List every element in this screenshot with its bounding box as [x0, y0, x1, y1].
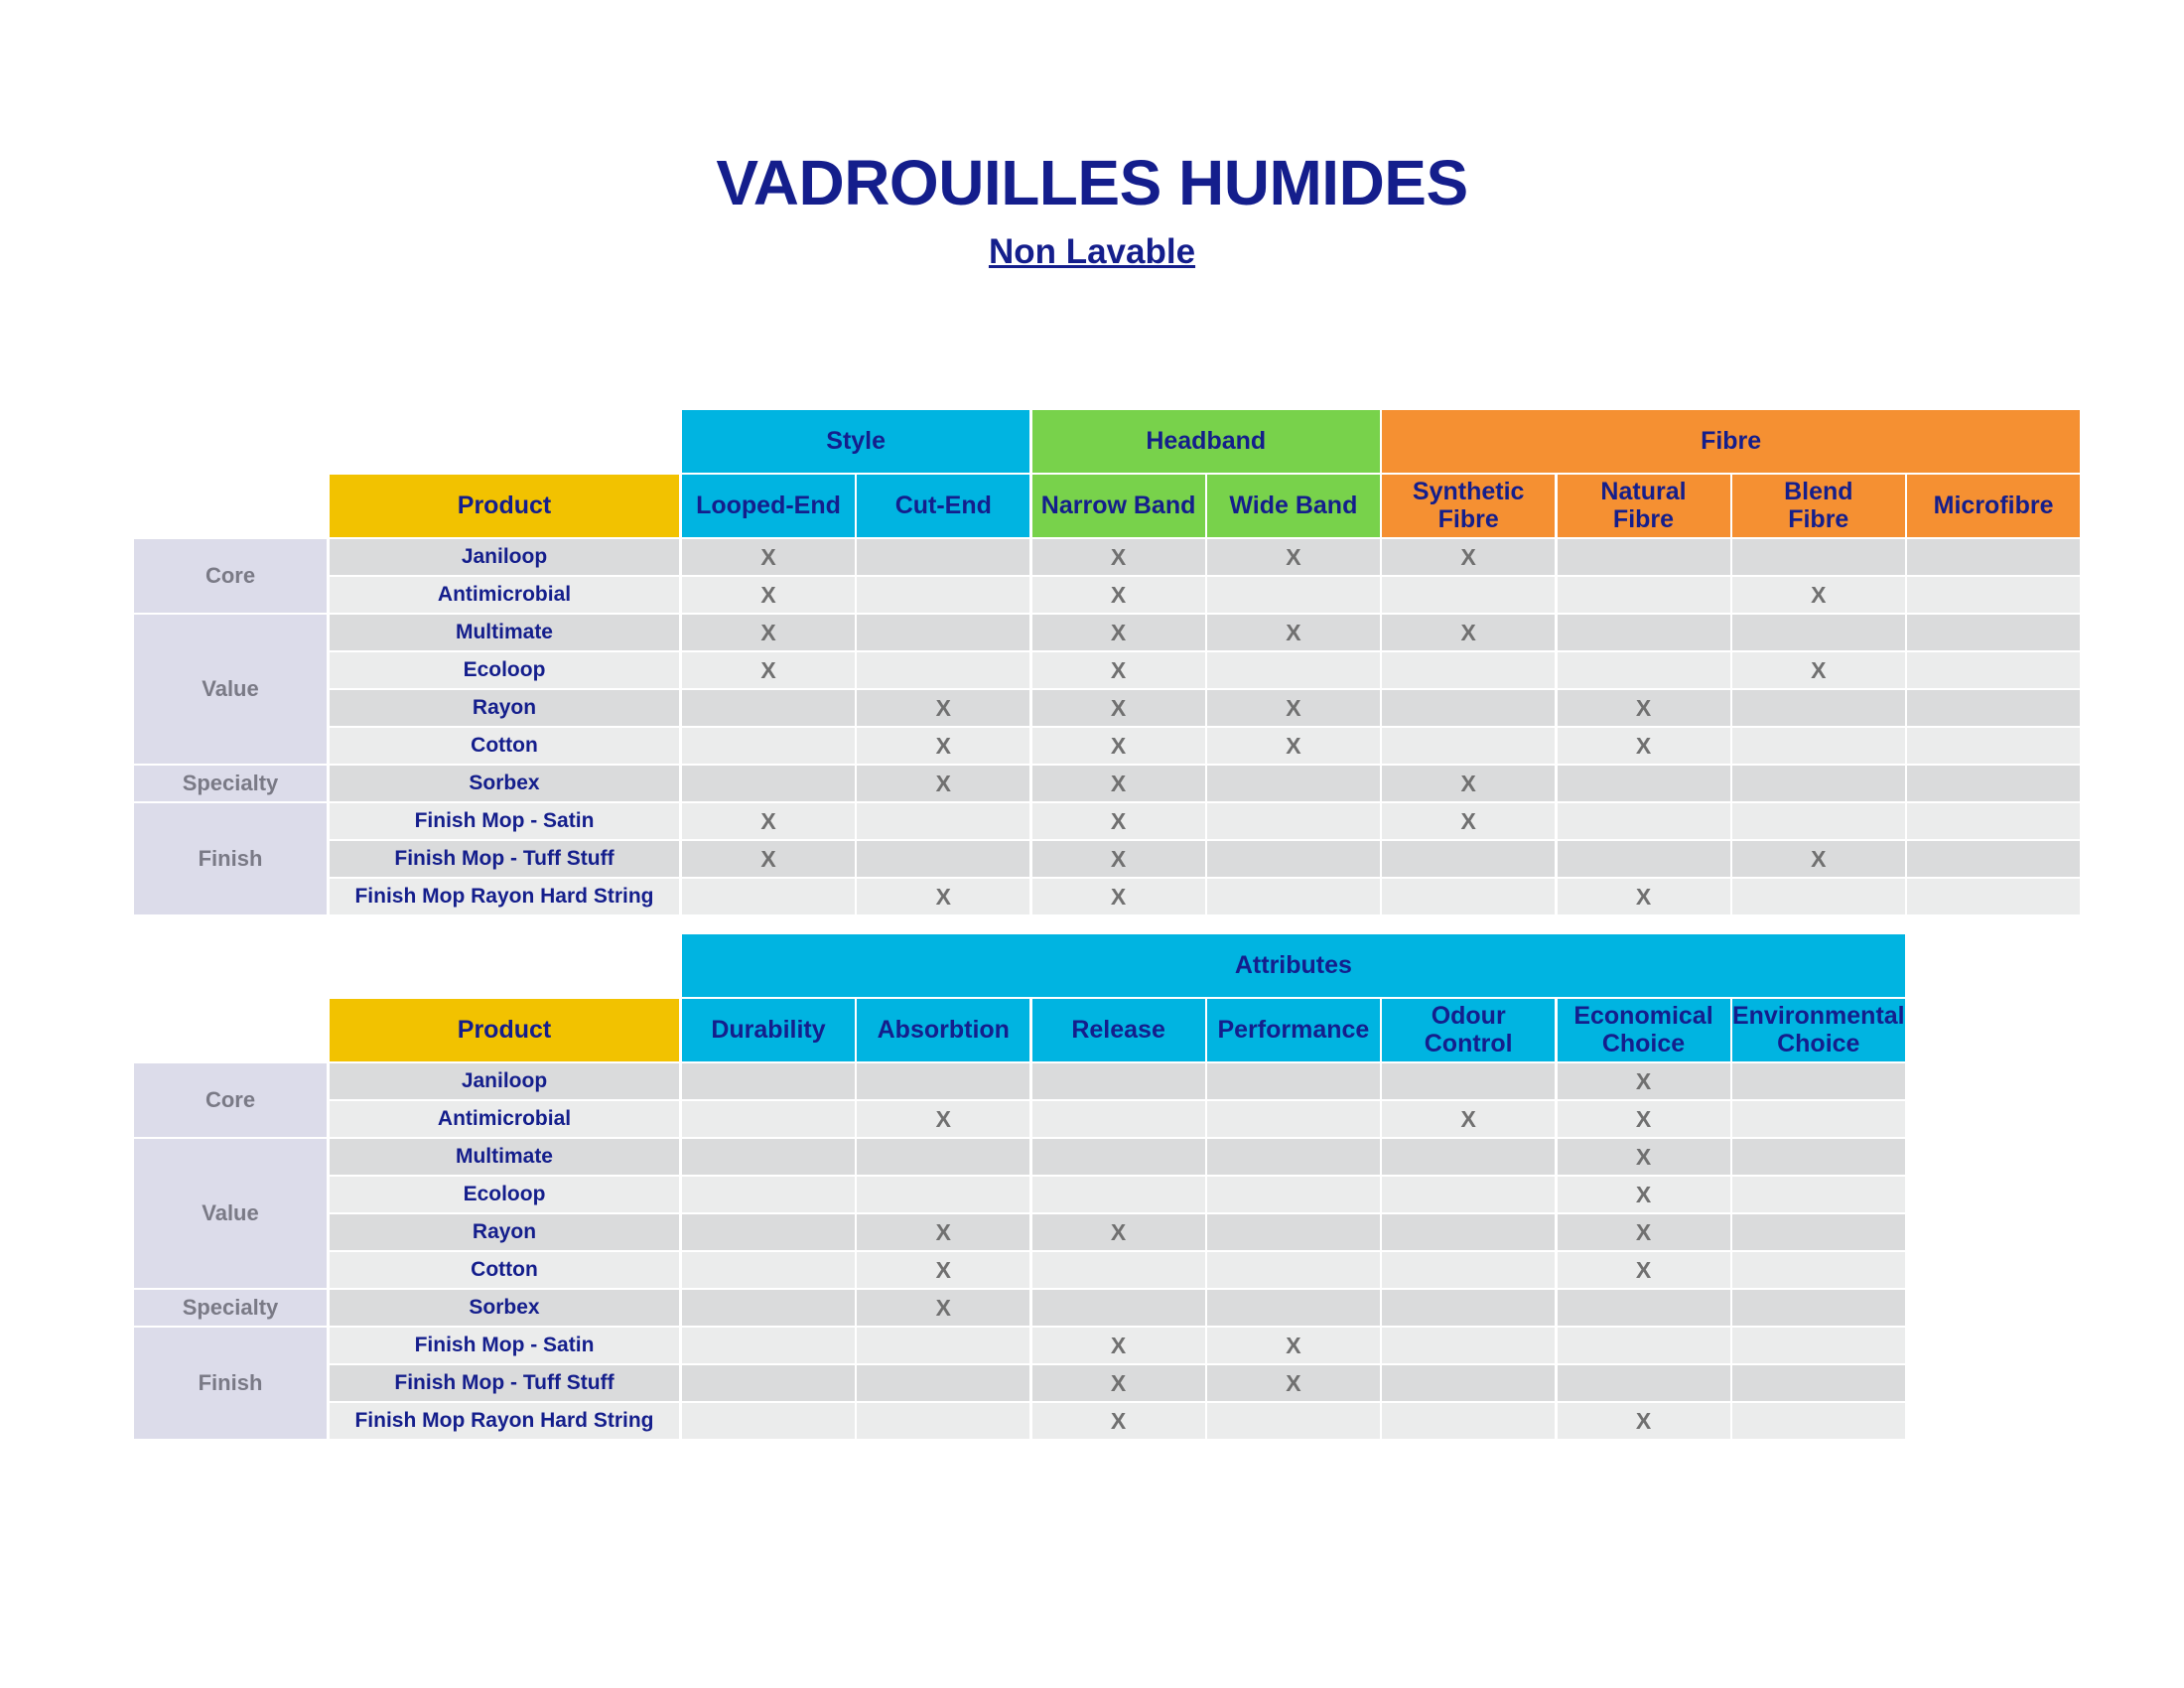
- product-name: Antimicrobial: [330, 577, 679, 613]
- group-header-headband: Headband: [1032, 410, 1380, 473]
- matrix-cell: [1732, 1328, 1905, 1363]
- product-name: Antimicrobial: [330, 1101, 679, 1137]
- matrix-cell: [1032, 1139, 1205, 1175]
- matrix-cell: [1732, 1252, 1905, 1288]
- matrix-cell: X: [1032, 615, 1205, 650]
- matrix-cell: [1382, 1139, 1555, 1175]
- matrix-cell: X: [857, 1252, 1029, 1288]
- matrix-cell: X: [1558, 1063, 1730, 1099]
- matrix-cell: X: [1032, 1403, 1205, 1439]
- page-title: VADROUILLES HUMIDES: [716, 147, 1468, 218]
- product-name: Ecoloop: [330, 1177, 679, 1212]
- column-header-economical-choice: Economical Choice: [1558, 999, 1730, 1061]
- column-header-release: Release: [1032, 999, 1205, 1061]
- product-header: Product: [330, 999, 679, 1061]
- column-header-environmental-choice: Environmental Choice: [1732, 999, 1905, 1061]
- matrix-cell: X: [1558, 879, 1730, 914]
- column-header-durability: Durability: [682, 999, 855, 1061]
- matrix-cell: [1732, 1063, 1905, 1099]
- page-subtitle: Non Lavable: [988, 232, 1196, 271]
- matrix-cell: X: [1207, 1328, 1380, 1363]
- matrix-cell: [1382, 1214, 1555, 1250]
- column-header-wide-band: Wide Band: [1207, 475, 1380, 537]
- matrix-cell: [682, 1328, 855, 1363]
- matrix-cell: [1207, 1063, 1380, 1099]
- matrix-cell: X: [1032, 766, 1205, 801]
- product-name: Finish Mop Rayon Hard String: [330, 879, 679, 914]
- matrix-cell: X: [1382, 615, 1555, 650]
- category-core: Core: [134, 1063, 327, 1137]
- matrix-cell: X: [857, 1101, 1029, 1137]
- matrix-cell: [857, 1328, 1029, 1363]
- product-name: Multimate: [330, 615, 679, 650]
- category-finish: Finish: [134, 803, 327, 914]
- matrix-cell: [1032, 1252, 1205, 1288]
- matrix-cell: X: [682, 803, 855, 839]
- matrix-cell: [1732, 1101, 1905, 1137]
- matrix-cell: [1032, 1063, 1205, 1099]
- matrix-cell: [1207, 1177, 1380, 1212]
- matrix-cell: [857, 1177, 1029, 1212]
- group-header-fibre: Fibre: [1382, 410, 2080, 473]
- matrix-cell: [857, 1403, 1029, 1439]
- matrix-cell: [1032, 1177, 1205, 1212]
- matrix-cell: [1207, 1290, 1380, 1326]
- matrix-cell: [1732, 1365, 1905, 1401]
- matrix-cell: [1732, 1214, 1905, 1250]
- matrix-cell: X: [1032, 841, 1205, 877]
- matrix-cell: X: [1032, 803, 1205, 839]
- matrix-cell: X: [1032, 728, 1205, 764]
- matrix-cell: X: [682, 615, 855, 650]
- matrix-cell: [1382, 1177, 1555, 1212]
- product-name: Sorbex: [330, 766, 679, 801]
- matrix-cell: X: [682, 841, 855, 877]
- matrix-cell: [1207, 1214, 1380, 1250]
- matrix-cell: X: [1558, 728, 1730, 764]
- matrix-cell: [1558, 1365, 1730, 1401]
- product-name: Rayon: [330, 690, 679, 726]
- matrix-cell: X: [1032, 1365, 1205, 1401]
- matrix-cell: [682, 1177, 855, 1212]
- product-name: Finish Mop - Tuff Stuff: [330, 1365, 679, 1401]
- matrix-cell: X: [1382, 1101, 1555, 1137]
- product-name: Finish Mop - Satin: [330, 803, 679, 839]
- product-name: Finish Mop - Tuff Stuff: [330, 841, 679, 877]
- column-header-blend-fibre: Blend Fibre: [1732, 475, 1905, 537]
- product-header: Product: [330, 475, 679, 537]
- column-header-odour-control: Odour Control: [1382, 999, 1555, 1061]
- matrix-cell: X: [1558, 1139, 1730, 1175]
- matrix-cell: [1558, 1290, 1730, 1326]
- matrix-cell: [1382, 1328, 1555, 1363]
- product-name: Sorbex: [330, 1290, 679, 1326]
- matrix-cell: X: [682, 652, 855, 688]
- matrix-cell: [1207, 1252, 1380, 1288]
- product-name: Rayon: [330, 1214, 679, 1250]
- product-name: Multimate: [330, 1139, 679, 1175]
- matrix-cell: X: [857, 879, 1029, 914]
- category-value: Value: [134, 1139, 327, 1288]
- matrix-cell: X: [857, 766, 1029, 801]
- column-header-synthetic-fibre: Synthetic Fibre: [1382, 475, 1555, 537]
- matrix-cell: [682, 1365, 855, 1401]
- matrix-cell: [1382, 1063, 1555, 1099]
- matrix-cell: [682, 1063, 855, 1099]
- matrix-cell: [1032, 1101, 1205, 1137]
- matrix-cell: X: [682, 577, 855, 613]
- matrix-cell: X: [1032, 879, 1205, 914]
- matrix-cell: X: [1732, 577, 1905, 613]
- matrix-cell: X: [1032, 652, 1205, 688]
- matrix-cell: X: [1207, 539, 1380, 575]
- matrix-cell: [1732, 1177, 1905, 1212]
- matrix-cell: [1732, 1403, 1905, 1439]
- column-header-cut-end: Cut-End: [857, 475, 1029, 537]
- matrix-cell: X: [1558, 1403, 1730, 1439]
- matrix-cell: X: [1558, 1214, 1730, 1250]
- matrix-cell: [682, 1290, 855, 1326]
- category-value: Value: [134, 615, 327, 764]
- matrix-cell: X: [1558, 690, 1730, 726]
- matrix-cell: X: [1382, 766, 1555, 801]
- matrix-cell: [1032, 1290, 1205, 1326]
- matrix-cell: X: [1032, 539, 1205, 575]
- product-name: Ecoloop: [330, 652, 679, 688]
- matrix-cell: X: [1207, 728, 1380, 764]
- product-name: Cotton: [330, 728, 679, 764]
- matrix-cell: [682, 1139, 855, 1175]
- column-header-microfibre: Microfibre: [1907, 475, 2080, 537]
- matrix-cell: X: [1207, 690, 1380, 726]
- category-specialty: Specialty: [134, 1290, 327, 1326]
- product-name: Janiloop: [330, 539, 679, 575]
- column-header-absorbtion: Absorbtion: [857, 999, 1029, 1061]
- matrix-cell: [1732, 1139, 1905, 1175]
- matrix-cell: X: [1732, 652, 1905, 688]
- matrix-cell: [1207, 1101, 1380, 1137]
- matrix-cell: X: [857, 1214, 1029, 1250]
- category-core: Core: [134, 539, 327, 613]
- matrix-cell: [1558, 1328, 1730, 1363]
- matrix-cell: X: [1558, 1101, 1730, 1137]
- matrix-cell: X: [1558, 1252, 1730, 1288]
- matrix-cell: [1207, 1403, 1380, 1439]
- matrix-cell: X: [1382, 539, 1555, 575]
- matrix-cell: X: [1032, 1328, 1205, 1363]
- group-header-style: Style: [682, 410, 1029, 473]
- matrix-cell: X: [1032, 690, 1205, 726]
- matrix-cell: [857, 1063, 1029, 1099]
- product-name: Cotton: [330, 1252, 679, 1288]
- category-finish: Finish: [134, 1328, 327, 1439]
- matrix-cell: X: [1382, 803, 1555, 839]
- matrix-cell: X: [1207, 1365, 1380, 1401]
- matrix-cell: X: [1732, 841, 1905, 877]
- matrix-cell: [682, 1252, 855, 1288]
- matrix-cell: X: [1032, 577, 1205, 613]
- category-specialty: Specialty: [134, 766, 327, 801]
- matrix-cell: X: [857, 728, 1029, 764]
- matrix-cell: [682, 1214, 855, 1250]
- matrix-cell: [682, 1403, 855, 1439]
- matrix-cell: X: [1558, 1177, 1730, 1212]
- matrix-cell: X: [1032, 1214, 1205, 1250]
- column-header-narrow-band: Narrow Band: [1032, 475, 1205, 537]
- matrix-cell: [1382, 1252, 1555, 1288]
- matrix-cell: [682, 1101, 855, 1137]
- column-header-performance: Performance: [1207, 999, 1380, 1061]
- group-header-attributes: Attributes: [682, 934, 1905, 997]
- column-header-natural-fibre: Natural Fibre: [1558, 475, 1730, 537]
- matrix-cell: X: [857, 1290, 1029, 1326]
- product-name: Finish Mop - Satin: [330, 1328, 679, 1363]
- matrix-cell: [1382, 1290, 1555, 1326]
- product-name: Finish Mop Rayon Hard String: [330, 1403, 679, 1439]
- matrix-cell: [857, 1139, 1029, 1175]
- column-header-looped-end: Looped-End: [682, 475, 855, 537]
- matrix-cell: X: [1207, 615, 1380, 650]
- matrix-cell: [1207, 1139, 1380, 1175]
- matrix-cell: [1382, 1403, 1555, 1439]
- product-name: Janiloop: [330, 1063, 679, 1099]
- matrix-cell: [1382, 1365, 1555, 1401]
- matrix-cell: X: [682, 539, 855, 575]
- matrix-cell: [1732, 1290, 1905, 1326]
- matrix-cell: [857, 1365, 1029, 1401]
- matrix-cell: X: [857, 690, 1029, 726]
